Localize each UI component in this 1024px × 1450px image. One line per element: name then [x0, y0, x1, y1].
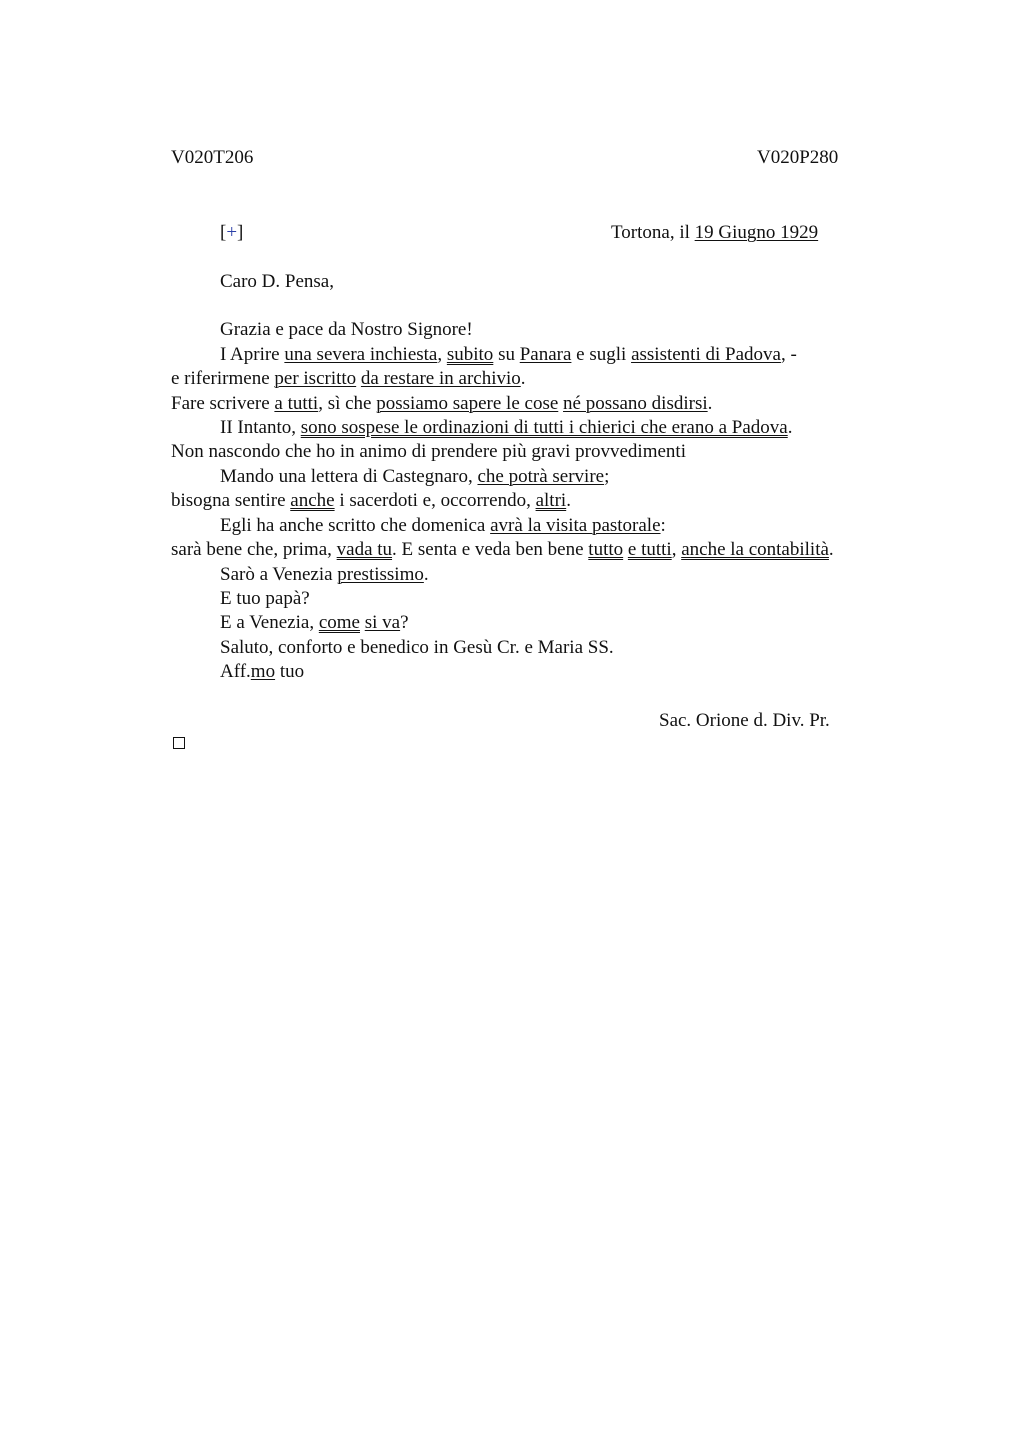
text-segment: .	[707, 393, 713, 414]
text-segment: ,	[437, 344, 447, 365]
text-segment: Egli ha anche scritto che domenica	[220, 515, 491, 536]
cross-marker	[220, 221, 243, 245]
underlined-phrase: altri	[535, 490, 567, 511]
text-segment: Aff.	[220, 661, 251, 682]
text-segment: .	[566, 490, 571, 511]
text-segment: tuo	[275, 661, 305, 682]
body-line	[171, 367, 526, 391]
text-segment: i sacerdoti e, occorrendo,	[334, 490, 536, 511]
text-segment: e riferirmene	[171, 368, 275, 389]
letter-date: 19 Giugno 1929	[694, 222, 819, 243]
underlined-phrase: possiamo sapere le cose	[376, 393, 559, 414]
underlined-phrase: a tutti	[274, 393, 319, 414]
underlined-phrase: tutto	[588, 539, 624, 560]
underlined-phrase: anche la contabilità	[681, 539, 829, 560]
text-segment: ,	[671, 539, 682, 560]
body-line	[220, 514, 666, 538]
greeting: Caro D. Pensa,	[220, 271, 334, 292]
underlined-phrase: per iscritto	[274, 368, 357, 389]
bracket-open: [	[220, 222, 227, 243]
header-right-code: V020P280	[757, 147, 839, 168]
text-segment: sarà bene che, prima,	[171, 539, 337, 560]
text-segment: ?	[400, 612, 409, 633]
text-segment: e sugli	[571, 344, 632, 365]
text-segment: Mando una lettera di Castegnaro,	[220, 466, 478, 487]
body-line	[220, 660, 304, 684]
body-line	[171, 538, 834, 562]
underlined-phrase: né possano disdirsi	[563, 393, 708, 414]
text-segment: , sì che	[318, 393, 377, 414]
underlined-phrase: si va	[364, 612, 401, 633]
underlined-phrase: anche	[290, 490, 335, 511]
text-segment: su	[493, 344, 520, 365]
header-left-code: V020T206	[171, 147, 254, 168]
underlined-phrase: vada tu	[336, 539, 393, 560]
text-segment: .	[787, 417, 793, 438]
underlined-phrase: una severa inchiesta	[284, 344, 438, 365]
salutation: Grazia e pace da Nostro Signore!	[220, 319, 473, 340]
text-segment: . E senta e veda ben bene	[392, 539, 589, 560]
underlined-phrase: assistenti di Padova	[631, 344, 781, 365]
text-segment: , -	[780, 344, 797, 365]
body-line	[171, 440, 686, 464]
body-line	[220, 587, 310, 611]
underlined-phrase: avrà la visita pastorale	[490, 515, 661, 536]
underlined-phrase: Panara	[519, 344, 572, 365]
underlined-phrase: come	[318, 612, 360, 633]
plus-icon: +	[226, 222, 238, 243]
body-line	[220, 416, 792, 440]
text-segment: bisogna sentire	[171, 490, 291, 511]
text-segment: .	[520, 368, 526, 389]
underlined-phrase: mo	[250, 661, 276, 682]
text-segment: .	[828, 539, 834, 560]
body-line	[220, 636, 614, 660]
text-segment: :	[660, 515, 666, 536]
underlined-phrase: e tutti	[627, 539, 672, 560]
text-segment: Fare scrivere	[171, 393, 275, 414]
body-line	[220, 611, 409, 635]
underlined-phrase: sono sospese le ordinazioni di tutti i chierici che erano a Padova	[300, 417, 788, 438]
signature: Sac. Orione d. Div. Pr.	[659, 710, 830, 731]
underlined-phrase: da restare in archivio	[360, 368, 521, 389]
place-date	[611, 221, 818, 245]
body-line	[220, 563, 429, 587]
place-prefix: Tortona, il	[611, 222, 695, 243]
bracket-close: ]	[237, 222, 244, 243]
text-segment: Non nascondo che ho in animo di prendere più gravi provvedimenti	[171, 441, 686, 462]
text-segment: II Intanto,	[220, 417, 301, 438]
body-line	[220, 465, 609, 489]
text-segment: Sarò a Venezia	[220, 564, 338, 585]
underlined-phrase: subito	[446, 344, 494, 365]
text-segment: I Aprire	[220, 344, 285, 365]
body-line	[171, 489, 571, 513]
body-line	[171, 392, 712, 416]
underlined-phrase: prestissimo	[337, 564, 424, 585]
underlined-phrase: che potrà servire	[477, 466, 605, 487]
text-segment: Saluto, conforto e benedico in Gesù Cr. e Maria SS.	[220, 637, 614, 658]
text-segment: ;	[604, 466, 610, 487]
text-segment: .	[423, 564, 429, 585]
text-segment: E tuo papà?	[220, 588, 310, 609]
body-line	[220, 343, 797, 367]
square-marker-icon	[173, 737, 185, 749]
text-segment: E a Venezia,	[220, 612, 319, 633]
